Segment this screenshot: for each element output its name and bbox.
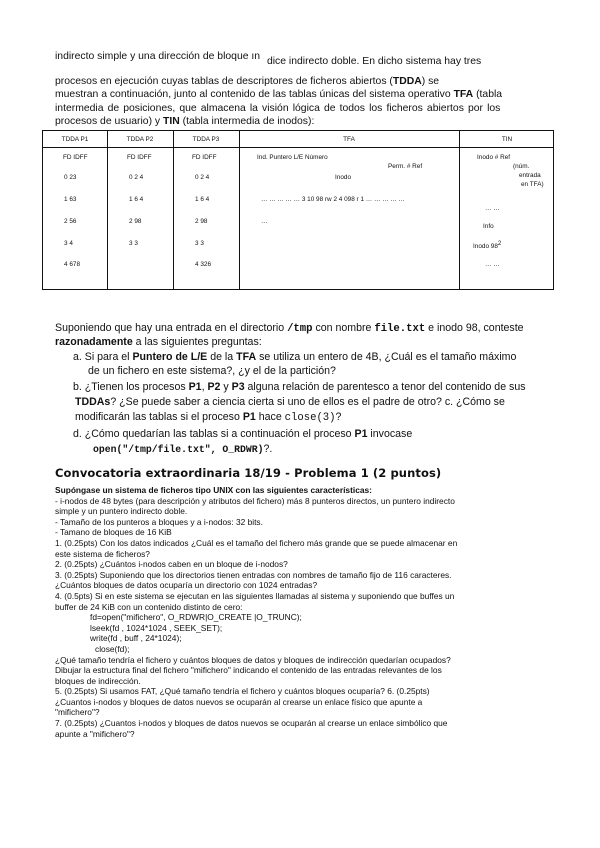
statement-line: 1. (0.25pts) Con los datos indicados ¿Cuál es el tamaño del fichero más grande que se puede almacenar en xyxy=(55,537,458,548)
intro-line-5-post: (tabla intermedia de inodos): xyxy=(179,116,315,127)
statement-line: ¿Qué tamaño tendría el fichero y cuántos bloques de datos y bloques de indirección quedarían ocupados? xyxy=(55,654,451,665)
q0a-post: e inodo 98, conteste xyxy=(425,322,524,334)
dir-path: /tmp xyxy=(287,323,313,335)
p1-cell: 4 678 xyxy=(64,261,80,268)
question-d-line-1 xyxy=(73,428,412,441)
qd-post: invocase xyxy=(367,428,413,440)
qb-comma: , xyxy=(201,381,208,393)
statement-line: - Tamano de bloques de 16 KiB xyxy=(55,527,172,538)
tfa-header-cell: Ind. Puntero L/E Número xyxy=(257,154,328,161)
tables-figure xyxy=(42,130,554,290)
q0a-pre: Suponiendo que hay una entrada en el directorio xyxy=(55,322,288,334)
intro-line-2-pre: procesos en ejecución cuyas tablas de descriptores de ficheros abiertos ( xyxy=(55,76,393,87)
tfa-term-2: TFA xyxy=(236,351,257,363)
tin-num-cell: (núm. xyxy=(513,163,530,170)
p1-cell: 2 56 xyxy=(64,218,77,225)
statement-line: "mifichero"? xyxy=(55,707,100,718)
code-line: close(fd); xyxy=(95,643,130,654)
p1-term-3: P1 xyxy=(354,428,368,440)
statement-line: 7. (0.25pts) ¿Cuantos i-nodos y bloques de datos nuevos se ocuparán al crearse un enlace simbólico que xyxy=(55,718,448,729)
tdda-term: TDDA xyxy=(392,76,422,87)
tin-dots-cell: … … xyxy=(485,261,500,268)
question-a-line-1 xyxy=(73,351,516,364)
intro-line-3-pre: muestran a continuación, junto al contenido de las tablas únicas del sistema operativo xyxy=(55,89,454,100)
statement-line: buffer de 24 KiB con un contenido distinto de cero: xyxy=(55,601,243,612)
p3-cell: FD IDFF xyxy=(192,154,217,161)
tddas-term: TDDAs xyxy=(75,396,111,408)
q0a-mid: con nombre xyxy=(312,322,375,334)
statement-line: apunte a "mifichero"? xyxy=(55,728,135,739)
statement-line: 2. (0.25pts) ¿Cuántos i-nodos caben en un bloque de i-nodos? xyxy=(55,559,288,570)
column-divider xyxy=(173,131,174,289)
p3-cell: 2 98 xyxy=(195,218,208,225)
q0b-post: a las siguientes preguntas: xyxy=(132,336,262,348)
header-tdda-p1: TDDA P1 xyxy=(61,136,89,143)
intro-line-4: intermedia de posiciones, que almacena la visión lógica de todos los ficheros abiertos por los xyxy=(55,103,501,114)
statement-line: - Tamaño de los punteros a bloques y a i-nodos: 32 bits. xyxy=(55,516,263,527)
intro-line-2-post: ) se xyxy=(421,76,440,87)
open-call: open("/tmp/file.txt", O_RDWR) xyxy=(93,444,264,455)
qc-post: ? xyxy=(335,411,342,423)
statement-line: ¿Cuantos i-nodos y bloques de datos nuevos se ocuparán al crearse un enlace físico que apunte a xyxy=(55,696,423,707)
tin-info-cell: Info xyxy=(483,223,494,230)
statement-line: 3. (0.25pts) Suponiendo que los directorios tienen entradas con nombres de tamaño fijo de 116 caracteres. xyxy=(55,569,452,580)
tfa-dots-cell: … xyxy=(261,218,268,225)
qa-pre: a. Si para el xyxy=(73,351,133,363)
statement-line: Dibujar la estructura final del fichero "mifichero" indicando el contenido de las entradas relevantes de los xyxy=(55,665,442,676)
tfa-perm-cell: Perm. # Ref xyxy=(388,163,423,170)
intro-line-3-post: (tabla xyxy=(473,89,503,100)
intro-line-5 xyxy=(55,116,314,129)
qb-pre: b. ¿Tienen los procesos xyxy=(73,381,189,393)
intro-line-5-pre: procesos de usuario) y xyxy=(55,116,164,127)
problem-statement xyxy=(55,485,555,739)
qc-pre: modificarán las tablas si el proceso xyxy=(75,411,243,423)
tin-inodo-cell xyxy=(473,241,501,250)
statement-line: simple y un puntero indirecto doble. xyxy=(55,506,188,517)
p3-cell: 1 6 4 xyxy=(195,196,210,203)
statement-line: 5. (0.25pts) Si usamos FAT, ¿Qué tamaño tendría el fichero y cuántos bloques ocuparía? 6. (0.25pts) xyxy=(55,686,430,697)
qb2-post: ? ¿Se puede saber a ciencia cierta si uno de ellos es el padre de otro? c. ¿Cómo se xyxy=(110,396,505,408)
question-intro-line-2 xyxy=(55,336,262,349)
close-call: close(3) xyxy=(284,412,336,424)
tin-inodo-label: Inodo 98 xyxy=(473,243,498,251)
p3-cell: 3 3 xyxy=(195,240,204,247)
file-name: file.txt xyxy=(374,323,426,335)
statement-line: bloques de indirección. xyxy=(55,675,141,686)
statement-line: este sistema de ficheros? xyxy=(55,548,150,559)
p3-cell: 4 326 xyxy=(195,261,211,268)
code-line: fd=open("mifichero", O_RDWR|O_CREATE |O_TRUNC); xyxy=(90,612,302,623)
p2-term: P2 xyxy=(207,381,221,393)
tin-header-cell: Inodo # Ref xyxy=(477,154,511,161)
question-b-line-1 xyxy=(73,381,526,394)
column-divider xyxy=(107,131,108,289)
statement-line: - i-nodos de 48 bytes (para descripción y atributos del fichero) más 8 punteros directos, un puntero indirecto xyxy=(55,495,455,506)
tin-inodo-sup: 2 xyxy=(497,241,502,247)
qc-mid: hace xyxy=(255,411,285,423)
tin-dots-cell: … … xyxy=(485,205,500,212)
intro-line-1b: dice indirecto doble. En dicho sistema hay tres xyxy=(266,56,482,67)
qb-and: y xyxy=(220,381,232,393)
razonadamente-term: razonadamente xyxy=(55,336,133,348)
p1-cell: 0 23 xyxy=(64,174,77,181)
qa-mid: de la xyxy=(207,351,237,363)
intro-line-1a: indirecto simple y una dirección de bloque ın xyxy=(55,51,261,62)
header-tin: TIN xyxy=(501,136,513,143)
p2-cell: 3 3 xyxy=(129,240,138,247)
p1-cell: 1 63 xyxy=(64,196,77,203)
p2-cell: 0 2 4 xyxy=(129,174,144,181)
p1-term: P1 xyxy=(188,381,202,393)
code-line: lseek(fd , 1024*1024 , SEEK_SET); xyxy=(90,622,223,633)
tfa-inodo-cell: Inodo xyxy=(335,174,351,181)
statement-line: Supóngase un sistema de ficheros tipo UNIX con las siguientes características: xyxy=(55,485,372,495)
qd-end: ?. xyxy=(263,443,273,455)
question-d-line-2 xyxy=(93,443,272,457)
tin-entradas-cell: entrada xyxy=(519,172,541,179)
question-c-line xyxy=(75,411,341,425)
tin-en-cell: en TFA) xyxy=(521,181,544,188)
statement-line: ¿Cuántos bloques de datos ocuparía un directorio con 1024 entradas? xyxy=(55,580,318,591)
table-header-divider xyxy=(43,147,553,148)
p3-cell: 0 2 4 xyxy=(195,174,210,181)
tin-term: TIN xyxy=(163,116,180,127)
p1-cell: FD IDFF xyxy=(63,154,88,161)
p2-cell: 1 6 4 xyxy=(129,196,144,203)
column-divider xyxy=(239,131,240,289)
question-intro-line-1 xyxy=(55,322,524,336)
header-tdda-p3: TDDA P3 xyxy=(192,136,220,143)
p3-term: P3 xyxy=(231,381,245,393)
tfa-row-cell: … … … … … 3 10 98 rw 2 4 098 r 1 … … … … … xyxy=(261,196,405,203)
qb-post: alguna relación de parentesco a tenor del contenido de sus xyxy=(244,381,526,393)
puntero-le-term: Puntero de L/E xyxy=(132,351,208,363)
intro-line-3 xyxy=(55,89,502,102)
qa-post: se utiliza un entero de 4B, ¿Cuál es el tamaño máximo xyxy=(256,351,517,363)
question-a-line-2: de un fichero en este sistema?, ¿y el de la partición? xyxy=(88,365,336,377)
column-divider xyxy=(459,131,460,289)
p1-cell: 3 4 xyxy=(64,240,73,247)
intro-line-1 xyxy=(55,51,482,67)
qd-pre: d. ¿Cómo quedarían las tablas si a continuación el proceso xyxy=(73,428,355,440)
header-tfa: TFA xyxy=(343,136,355,143)
p2-cell: FD IDFF xyxy=(127,154,152,161)
header-tdda-p2: TDDA P2 xyxy=(126,136,154,143)
question-b-line-2 xyxy=(75,396,505,409)
p1-term-2: P1 xyxy=(242,411,256,423)
code-line: write(fd , buff , 24*1024); xyxy=(90,633,182,644)
tfa-term: TFA xyxy=(453,89,474,100)
statement-line: 4. (0.5pts) Si en este sistema se ejecutan en las siguientes llamadas al sistema y suponiendo que buffes un xyxy=(55,590,455,601)
intro-line-2 xyxy=(55,76,439,89)
section-heading: Convocatoria extraordinaria 18/19 - Problema 1 (2 puntos) xyxy=(55,466,442,480)
p2-cell: 2 98 xyxy=(129,218,142,225)
